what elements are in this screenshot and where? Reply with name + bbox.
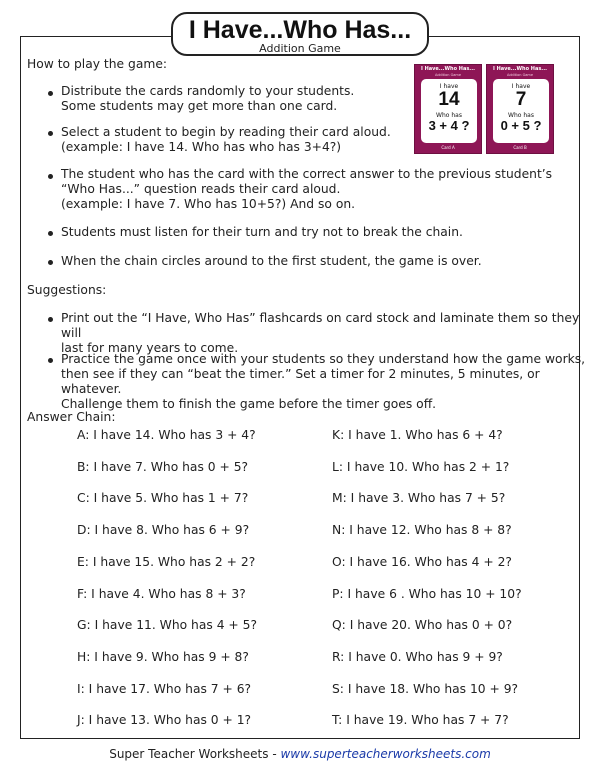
card-have-label: I have [439, 83, 459, 90]
answer-item-t: T: I have 19. Who has 7 + 7? [332, 713, 509, 727]
card-question: 3 + 4 ? [428, 118, 470, 133]
how-to-heading: How to play the game: [27, 57, 168, 71]
card-have-label: I have [511, 83, 531, 90]
bullet-line: Students must listen for their turn and try not to break the chain. [61, 225, 463, 239]
card-body [421, 79, 477, 143]
footer-text: Super Teacher Worksheets - [109, 747, 281, 761]
sample-card-a [414, 64, 482, 154]
answer-item-p: P: I have 6 . Who has 10 + 10? [332, 587, 522, 601]
answer-item-o: O: I have 16. Who has 4 + 2? [332, 555, 512, 569]
answer-item-n: N: I have 12. Who has 8 + 8? [332, 523, 512, 537]
bullet-dot [48, 91, 53, 96]
answer-item-a: A: I have 14. Who has 3 + 4? [77, 428, 256, 442]
card-subheader: Addition Game [435, 73, 461, 77]
answer-item-g: G: I have 11. Who has 4 + 5? [77, 618, 257, 632]
bullet-line: When the chain circles around to the first student, the game is over. [61, 254, 482, 268]
page-footer [0, 747, 600, 761]
bullet-dot [48, 174, 53, 179]
answer-item-d: D: I have 8. Who has 6 + 9? [77, 523, 250, 537]
answer-item-f: F: I have 4. Who has 8 + 3? [77, 587, 246, 601]
bullet-dot [48, 260, 53, 265]
title-banner [171, 12, 429, 56]
page-title: I Have...Who Has... [188, 16, 412, 44]
answer-item-h: H: I have 9. Who has 9 + 8? [77, 650, 249, 664]
bullet-dot [48, 231, 53, 236]
bullet-line: Print out the “I Have, Who Has” flashcards on card stock and laminate them so they will [61, 311, 580, 340]
bullet-line: Some students may get more than one card. [61, 99, 338, 113]
answer-item-m: M: I have 3. Who has 7 + 5? [332, 491, 506, 505]
answer-item-l: L: I have 10. Who has 2 + 1? [332, 460, 510, 474]
bullet-dot [48, 358, 53, 363]
how-to-bullet-4 [61, 225, 463, 240]
how-to-bullet-1 [61, 84, 354, 114]
answer-item-s: S: I have 18. Who has 10 + 9? [332, 682, 519, 696]
bullet-line: “Who Has...” question reads their card aloud. [61, 182, 341, 196]
answer-item-i: I: I have 17. Who has 7 + 6? [77, 682, 252, 696]
how-to-bullet-3 [61, 167, 552, 212]
card-subheader: Addition Game [507, 73, 533, 77]
suggestions-heading: Suggestions: [27, 283, 107, 297]
bullet-line: last for many years to come. [61, 341, 239, 355]
page-subtitle: Addition Game [259, 42, 341, 55]
answer-item-e: E: I have 15. Who has 2 + 2? [77, 555, 256, 569]
answer-item-q: Q: I have 20. Who has 0 + 0? [332, 618, 513, 632]
card-number: 14 [438, 89, 460, 110]
bullet-line: (example: I have 14. Who has who has 3+4?) [61, 140, 342, 154]
bullet-line: Select a student to begin by reading their card aloud. [61, 125, 391, 139]
bullet-line: then see if they can “beat the timer.” Set a timer for 2 minutes, 5 minutes, or whatever. [61, 367, 540, 396]
sample-card-b [486, 64, 554, 154]
bullet-line: (example: I have 7. Who has 10+5?) And so on. [61, 197, 356, 211]
card-footer: Card B [513, 145, 527, 150]
card-who-label: Who has [508, 112, 534, 119]
card-footer: Card A [441, 145, 455, 150]
card-who-label: Who has [436, 112, 462, 119]
answer-item-b: B: I have 7. Who has 0 + 5? [77, 460, 249, 474]
bullet-line: Distribute the cards randomly to your students. [61, 84, 355, 98]
suggestion-bullet-1 [61, 311, 600, 356]
answer-item-r: R: I have 0. Who has 9 + 9? [332, 650, 503, 664]
bullet-line: Practice the game once with your students so they understand how the game works, [61, 352, 586, 366]
answer-item-c: C: I have 5. Who has 1 + 7? [77, 491, 249, 505]
card-header: I Have...Who Has... [493, 66, 547, 72]
bullet-line: The student who has the card with the correct answer to the previous student’s [61, 167, 553, 181]
answer-chain-heading: Answer Chain: [27, 410, 116, 424]
card-question: 0 + 5 ? [500, 118, 542, 133]
suggestion-bullet-2 [61, 352, 600, 412]
answer-item-j: J: I have 13. Who has 0 + 1? [77, 713, 252, 727]
how-to-bullet-5 [61, 254, 482, 269]
bullet-dot [48, 317, 53, 322]
card-number: 7 [515, 89, 527, 110]
card-body [493, 79, 549, 143]
footer-link[interactable]: www.superteacherworksheets.com [280, 747, 491, 761]
bullet-dot [48, 131, 53, 136]
how-to-bullet-2 [61, 125, 391, 155]
bullet-line: Challenge them to finish the game before the timer goes off. [61, 397, 437, 411]
answer-item-k: K: I have 1. Who has 6 + 4? [332, 428, 503, 442]
card-header: I Have...Who Has... [421, 66, 475, 72]
